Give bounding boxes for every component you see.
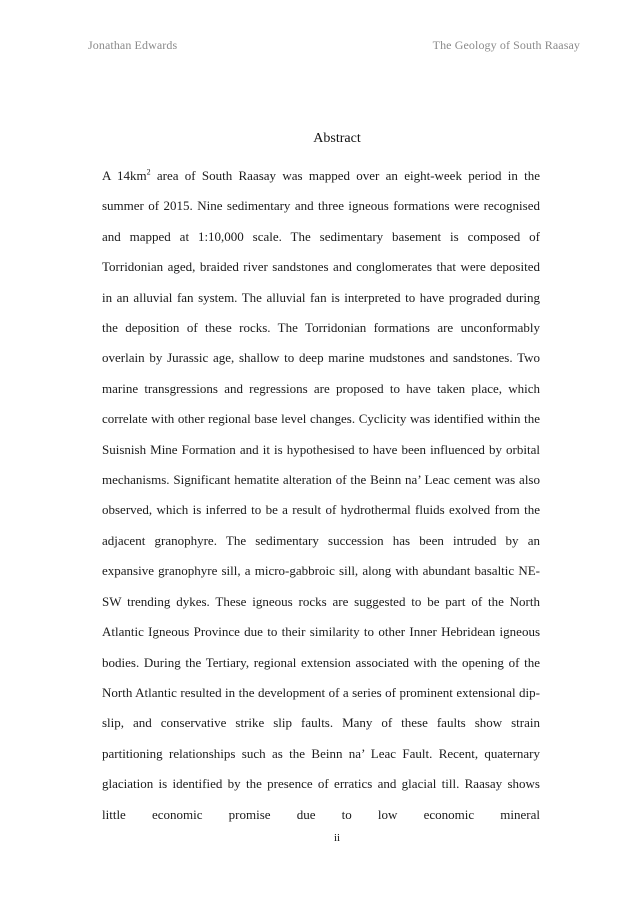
- abstract-heading: Abstract: [313, 131, 361, 146]
- header-document-title: The Geology of South Raasay: [432, 38, 580, 52]
- page-number: ii: [333, 832, 341, 844]
- abstract-text: area of South Raasay was mapped over an eight-week period in the summer of 2015. Nine sedimentary and three igneous formations were recognised and mapped at 1:10,000 scale. The sedimentary basement is composed of Torridonian aged, braided river sandstones and conglomerates that were deposited in an alluvial fan system. The alluvial fan is interpreted to have prograded during the deposition of these rocks. The Torridonian formations are unconformably overlain by Jurassic age, shallow to deep marine mudstones and sandstones. Two marine transgressions and regressions are proposed to have taken place, which correlate with other regional base level changes. Cyclicity was identified within the Suisnish Mine Formation and it is hypothesised to have been influenced by orbital mechanisms. Significant hematite alteration of the Beinn na’ Leac cement was also observed, which is inferred to be a result of hydrothermal fluids exolved from the adjacent granophyre. The sedimentary succession has been intruded by an expansive granophyre sill, a micro-gabbroic sill, along with abundant basaltic NE-SW trending dykes. These igneous rocks are suggested to be part of the North Atlantic Igneous Province due to their similarity to other Inner Hebridean igneous bodies. During the Tertiary, regional extension associated with the opening of the North Atlantic resulted in the development of a series of prominent extensional dip-slip, and conservative strike slip faults. Many of these faults show strain partitioning relationships such as the Beinn na’ Leac Fault. Recent, quaternary glaciation is identified by the presence of erratics and glacial till. Raasay shows little economic promise due to low economic mineral: [102, 168, 540, 822]
- abstract-body: [102, 161, 540, 822]
- area-unit-superscript: 2: [146, 167, 151, 177]
- abstract-lead: A 14km: [102, 168, 147, 183]
- header-author: Jonathan Edwards: [88, 38, 178, 52]
